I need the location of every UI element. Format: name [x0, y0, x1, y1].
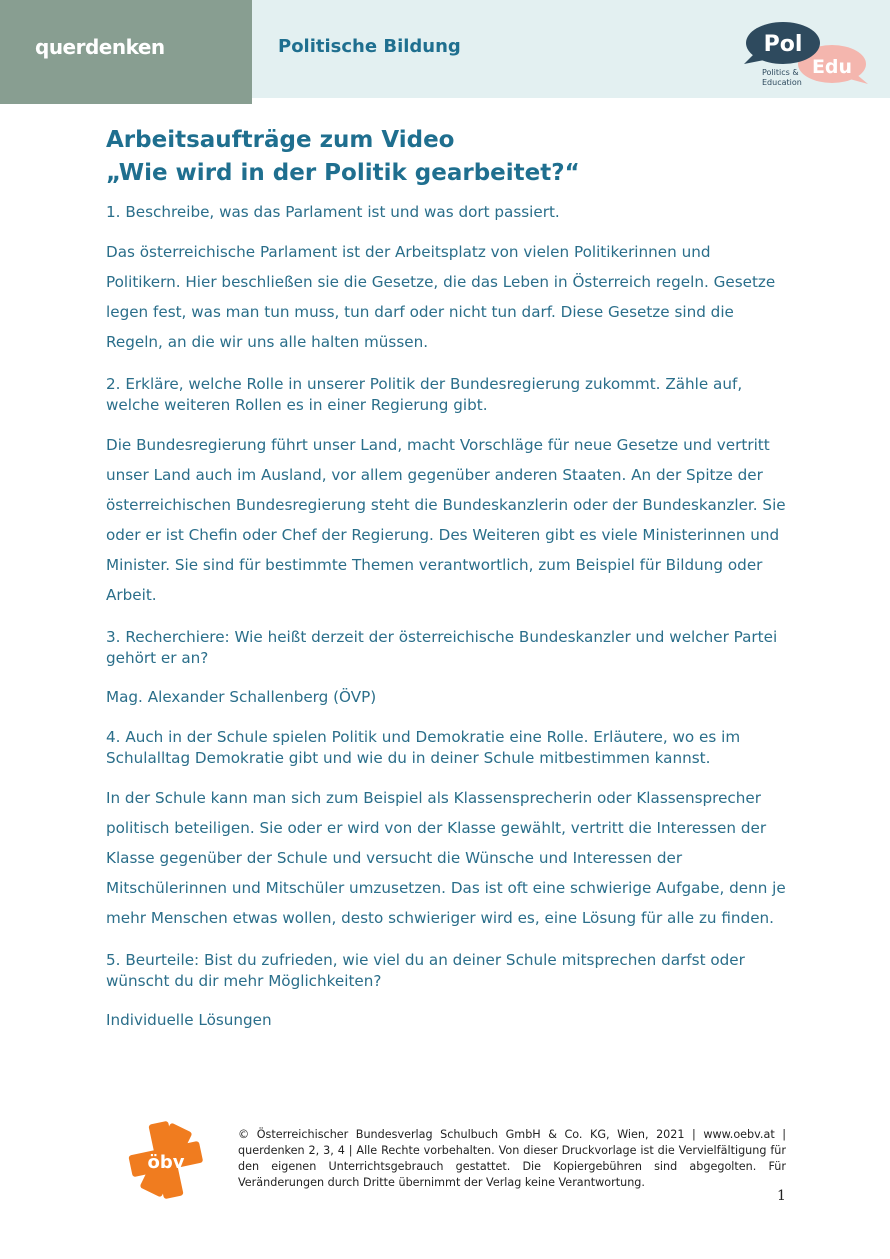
oebv-logo-text: öbv — [147, 1152, 185, 1173]
worksheet-title — [106, 124, 786, 190]
question-3: 3. Recherchiere: Wie heißt derzeit der österreichische Bundeskanzler und welcher Partei gehört er an? — [106, 628, 778, 667]
subject-title: Politische Bildung — [278, 36, 461, 57]
logo-edu-text: Edu — [811, 56, 853, 78]
title-line-2: „Wie wird in der Politik gearbeitet?“ — [106, 160, 580, 186]
poledu-logo — [740, 18, 870, 90]
logo-tagline-line1: Politics & — [762, 68, 799, 77]
answer-5: Individuelle Lösungen — [106, 1011, 272, 1029]
copyright-notice: © Österreichischer Bundesverlag Schulbuch GmbH & Co. KG, Wien, 2021 | www.oebv.at | querdenken 2, 3, 4 | Alle Rechte vorbehalten. Von dieser Druckvorlage ist die Vervielfältigung für den eigenen Unterrichtsgebrauch gestattet. Die Kopiergebühren sind abgegolten. Für Veränderungen durch Dritte übernimmt der Verlag keine Verantwortung. — [238, 1128, 786, 1189]
question-4: 4. Auch in der Schule spielen Politik und Demokratie eine Rolle. Erläutere, wo es im Schulalltag Demokratie gibt und wie du in deiner Schule mitbestimmen kannst. — [106, 728, 741, 767]
answer-3: Mag. Alexander Schallenberg (ÖVP) — [106, 688, 377, 706]
answer-2: Die Bundesregierung führt unser Land, macht Vorschläge für neue Gesetze und vertritt unser Land auch im Ausland, vor allem gegenüber anderen Staaten. An der Spitze der österreichischen Bundesregierung steht die Bundeskanzlerin oder der Bundeskanzler. Sie oder er ist Chefin oder Chef der Regierung. Des Weiteren gibt es viele Ministerinnen und Minister. Sie sind für bestimmte Themen verantwortlich, zum Beispiel für Bildung oder Arbeit. — [106, 436, 786, 604]
brand-name: querdenken — [35, 35, 165, 59]
worksheet-content — [106, 124, 786, 1045]
title-line-1: Arbeitsaufträge zum Video — [106, 127, 455, 153]
logo-pol-text: Pol — [763, 32, 803, 57]
oebv-logo-icon — [128, 1120, 204, 1200]
answer-1: Das österreichische Parlament ist der Arbeitsplatz von vielen Politikerinnen und Politikern. Hier beschließen sie die Gesetze, die das Leben in Österreich regeln. Gesetze legen fest, was man tun muss, tun darf oder nicht tun darf. Diese Gesetze sind die Regeln, an die wir uns alle halten müssen. — [106, 243, 776, 351]
page-number: 1 — [777, 1188, 786, 1204]
question-2: 2. Erkläre, welche Rolle in unserer Politik der Bundesregierung zukommt. Zähle auf, welche weiteren Rollen es in einer Regierung gibt. — [106, 375, 743, 414]
answer-4: In der Schule kann man sich zum Beispiel als Klassensprecherin oder Klassensprecher politisch beteiligen. Sie oder er wird von der Klasse gewählt, vertritt die Interessen der Klasse gegenüber der Schule und versucht die Wünsche und Interessen der Mitschülerinnen und Mitschüler umzusetzen. Das ist oft eine schwierige Aufgabe, denn je mehr Menschen etwas wollen, desto schwieriger wird es, eine Lösung für alle zu finden. — [106, 789, 786, 927]
logo-tagline-line2: Education — [762, 78, 802, 87]
question-5: 5. Beurteile: Bist du zufrieden, wie viel du an deiner Schule mitsprechen darfst oder wünscht du dir mehr Möglichkeiten? — [106, 951, 745, 990]
question-1: 1. Beschreibe, was das Parlament ist und was dort passiert. — [106, 203, 560, 221]
